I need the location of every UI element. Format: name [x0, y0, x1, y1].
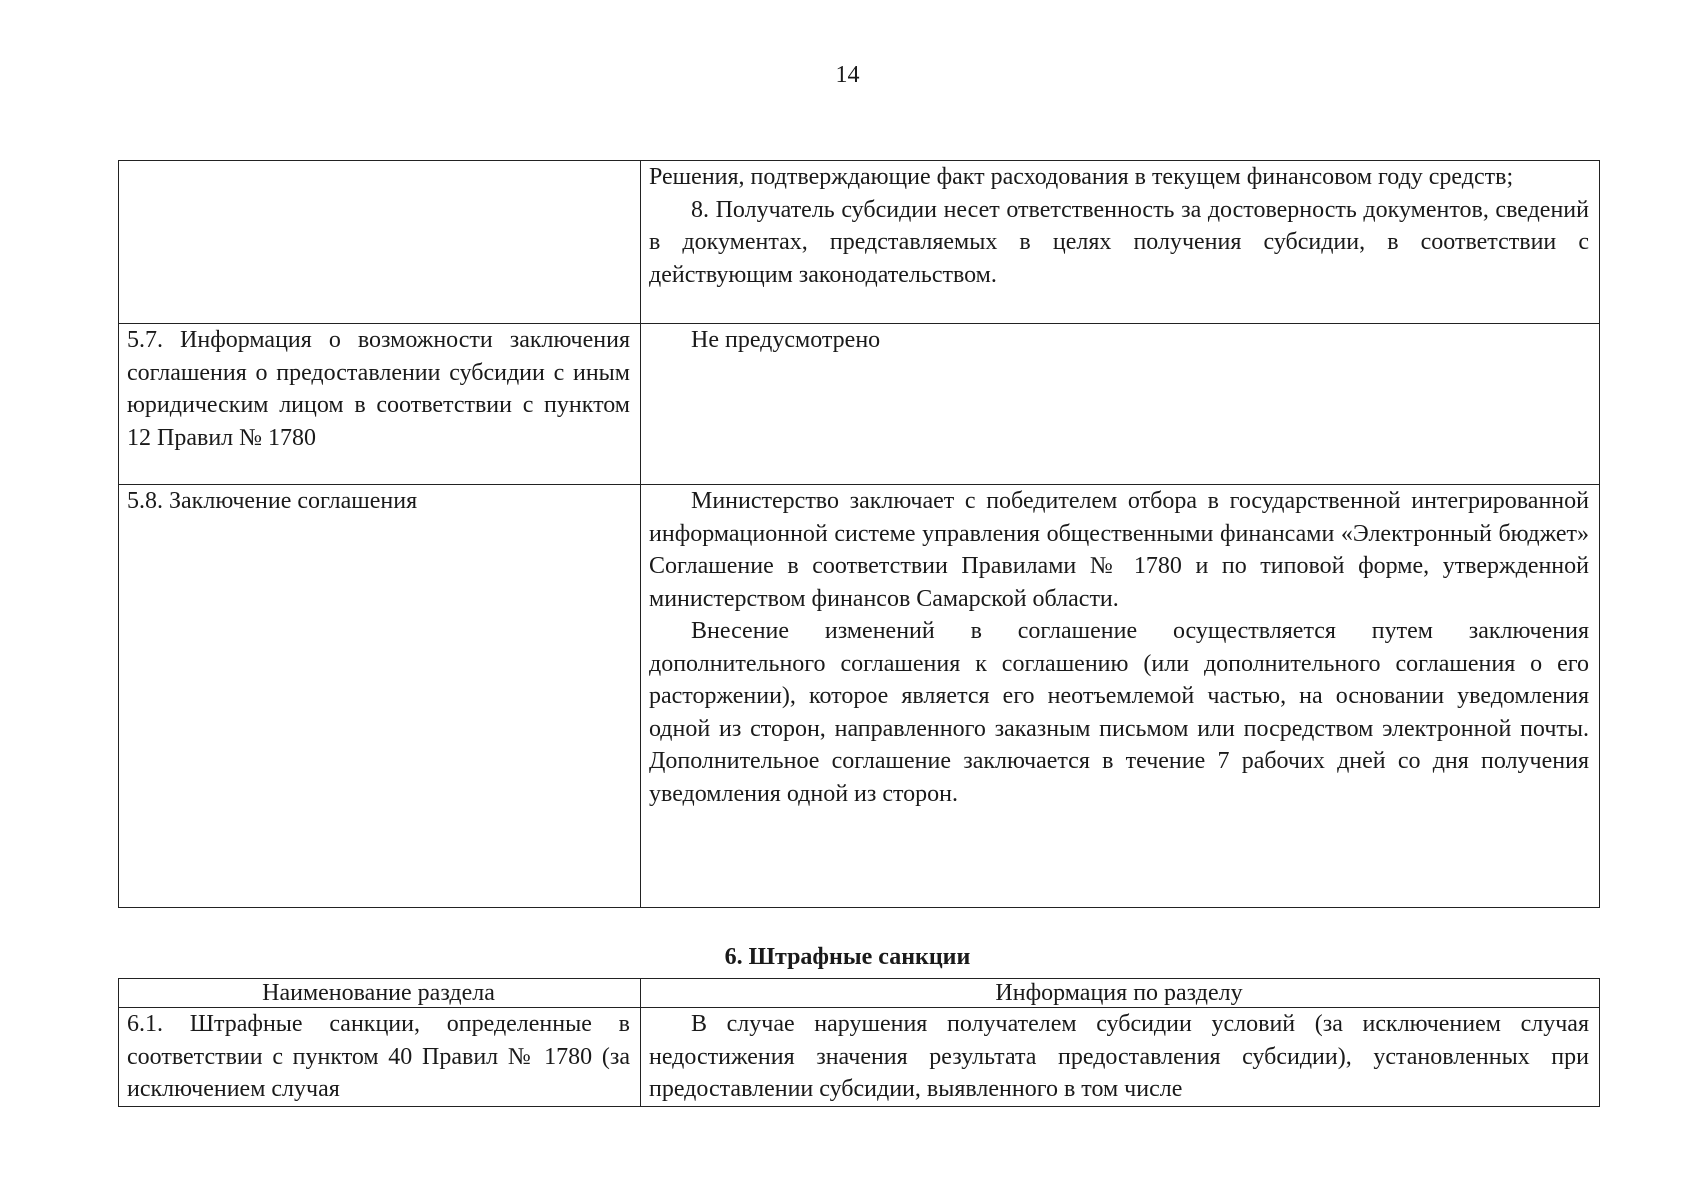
- table-header-row: [119, 979, 1600, 1008]
- section-name-cell: 6.1. Штрафные санкции, определенные в соответствии с пунктом 40 Правил № 1780 (за исключением случая: [119, 1008, 641, 1107]
- section-info-cell: [641, 161, 1600, 324]
- paragraph: В случае нарушения получателем субсидии условий (за исключением случая недостижения значения результата предоставления субсидии), установленных при предоставлении субсидии, выявленного в том числе: [649, 1011, 1589, 1102]
- penalties-table: [118, 978, 1600, 1107]
- column-header-info: Информация по разделу: [641, 979, 1600, 1008]
- table-row: [119, 161, 1600, 324]
- section-name-cell: [119, 161, 641, 324]
- section-info-cell: [641, 324, 1600, 485]
- section-name-cell: 5.8. Заключение соглашения: [119, 485, 641, 908]
- subsidy-info-table: [118, 160, 1600, 908]
- section-name-cell: 5.7. Информация о возможности заключения соглашения о предоставлении субсидии с иным юридическим лицом в соответствии с пунктом 12 Правил № 1780: [119, 324, 641, 485]
- section-info-cell: [641, 1008, 1600, 1107]
- paragraph: Министерство заключает с победителем отбора в государственной интегрированной информационной системе управления общественными финансами «Электронный бюджет» Соглашение в соответствии Правилами № 1780 и по типовой форме, утвержденной министерством финансов Самарской области.: [649, 488, 1589, 612]
- section-heading: 6. Штрафные санкции: [724, 944, 971, 970]
- table-row: [119, 324, 1600, 485]
- paragraph: Внесение изменений в соглашение осуществляется путем заключения дополнительного соглашения к соглашению (или дополнительного соглашения о его расторжении), которое является его неотъемлемой частью, на основании уведомления одной из сторон, направленного заказным письмом или посредством электронной почты. Дополнительное соглашение заключается в течение 7 рабочих дней со дня получения уведомления одной из сторон.: [649, 618, 1589, 807]
- page-number: 14: [835, 62, 860, 88]
- paragraph: 8. Получатель субсидии несет ответственность за достоверность документов, сведений в документах, представляемых в целях получения субсидии, в соответствии с действующим законодательством.: [649, 196, 1589, 288]
- column-header-name: Наименование раздела: [119, 979, 641, 1008]
- paragraph: Не предусмотрено: [691, 327, 881, 353]
- section-info-cell: [641, 485, 1600, 908]
- paragraph: Решения, подтверждающие факт расходования в текущем финансовом году средств;: [649, 164, 1514, 190]
- table-row: [119, 1008, 1600, 1107]
- table-row: [119, 485, 1600, 908]
